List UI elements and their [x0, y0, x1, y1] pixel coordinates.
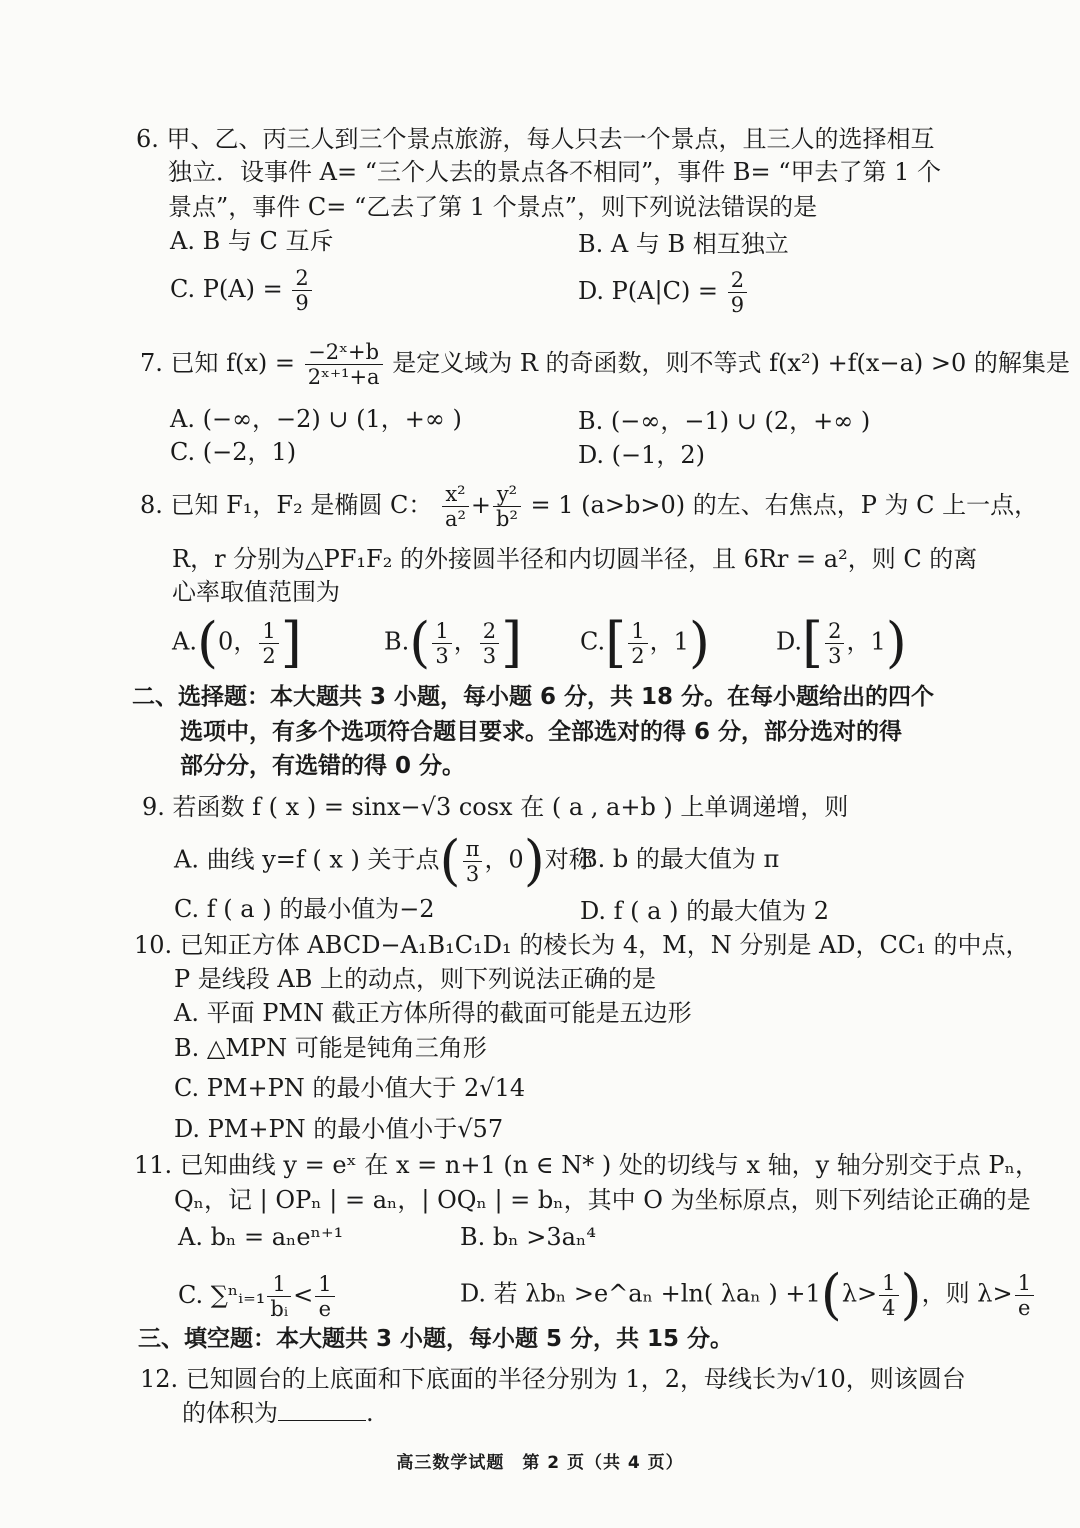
- q6-option-c: [170, 266, 314, 315]
- q8-c-label: C.: [580, 627, 606, 656]
- q8-option-d: D.[ $\frac{2}{3}$ ，1): [776, 611, 907, 674]
- q9-a-suffix: 对称: [544, 845, 593, 874]
- q11-c-num1: 1: [267, 1272, 291, 1297]
- q11-option-b: B. bₙ >3aₙ⁴: [460, 1223, 596, 1251]
- q6-stem-line3: 景点”，事件 C= “乙去了第 1 个景点”，则下列说法错误的是: [168, 193, 818, 221]
- q8-suffix: = 1 (a>b>0) 的左、右焦点，P 为 C 上一点，: [530, 491, 1039, 519]
- q6-stem-line2: 独立．设事件 A= “三个人去的景点各不相同”，事件 B= “甲去了第 1 个: [168, 158, 942, 186]
- q8-y2: y²: [493, 482, 521, 507]
- section2-heading-line3: 部分分，有选错的得 0 分。: [180, 753, 466, 779]
- q11-c-den2: e: [318, 1297, 332, 1321]
- q6-option-c-prefix: C. P(A) =: [170, 275, 283, 303]
- q10-option-a: A. 平面 PMN 截正方体所得的截面可能是五边形: [174, 999, 692, 1027]
- q8-fraction-y: [493, 482, 521, 531]
- q6-d-numerator: 2: [728, 268, 747, 293]
- q9-stem: 9. 若函数 f ( x ) = sinx−√3 cosx 在 ( a , a+b ) 上单调递增，则: [142, 793, 849, 821]
- q8-x2: x²: [442, 482, 469, 507]
- q8-option-c: C.[ $\frac{1}{2}$ ，1): [580, 611, 710, 674]
- q12-stem-line2: [182, 1398, 374, 1428]
- q11-c-den1: bᵢ: [270, 1297, 289, 1321]
- q8-a-den: 2: [262, 643, 276, 668]
- q10-stem-line2: P 是线段 AB 上的动点，则下列说法正确的是: [174, 965, 657, 993]
- q11-d-prefix: D. 若 λbₙ >e^aₙ +ln( λaₙ ) +1: [460, 1279, 821, 1308]
- section2-heading-line2: 选项中，有多个选项符合题目要求。全部选对的得 6 分，部分选对的得: [180, 719, 903, 745]
- q8-a-num: 1: [259, 619, 278, 644]
- q11-c-lt: <: [293, 1281, 314, 1309]
- q7-prefix: 7. 已知 f(x) =: [140, 349, 296, 377]
- q11-d-den: 4: [882, 1295, 896, 1320]
- q12-stem-line1: 12. 已知圆台的上底面和下底面的半径分别为 1，2，母线长为√10，则该圆台: [140, 1365, 966, 1393]
- q8-a-label: A.: [172, 627, 197, 656]
- q8-c-num: 1: [628, 619, 647, 644]
- q11-d-lambda: λ>: [841, 1279, 878, 1308]
- q9-option-d: D. f ( a ) 的最大值为 2: [580, 897, 829, 925]
- q8-c-den: 2: [631, 643, 645, 668]
- q7-numerator: −2ˣ+b: [305, 340, 383, 365]
- q12-prefix: 的体积为: [182, 1399, 278, 1427]
- q9-a-num: π: [463, 837, 483, 862]
- q7-fraction: [305, 340, 383, 389]
- q7-option-b: B. (−∞，−1) ∪ (2，+∞ ): [578, 407, 871, 435]
- q8-plus: +: [470, 491, 492, 519]
- q6-option-d-prefix: D. P(A|C) =: [578, 277, 719, 305]
- q8-option-b: B.( $\frac{1}{3}$ ， $\frac{2}{3}$ ]: [384, 611, 523, 674]
- q6-d-denominator: 9: [730, 293, 745, 317]
- q11-c-sum: C. ∑ⁿᵢ₌₁: [178, 1281, 266, 1309]
- q6-c-numerator: 2: [292, 266, 311, 291]
- q8-prefix: 8. 已知 F₁，F₂ 是椭圆 C：: [140, 491, 433, 519]
- q8-fraction-x: [442, 482, 469, 531]
- q11-d-num2: 1: [1015, 1271, 1034, 1296]
- q9-option-b: B. b 的最大值为 π: [580, 845, 780, 873]
- q6-stem-line1: 6. 甲、乙、丙三人到三个景点旅游，每人只去一个景点，且三人的选择相互: [136, 125, 935, 153]
- q7-stem: [140, 340, 1070, 389]
- q8-b-num2: 2: [480, 619, 499, 644]
- answer-blank[interactable]: [278, 1398, 366, 1421]
- q7-denominator: 2ˣ⁺¹+a: [307, 365, 380, 389]
- q8-b-label: B.: [384, 627, 410, 656]
- q8-stem-line2: R，r 分别为△PF₁F₂ 的外接圆半径和内切圆半径，且 6Rr = a²，则 C 的离: [172, 545, 978, 573]
- q9-option-c: C. f ( a ) 的最小值为−2: [174, 895, 435, 923]
- q6-option-d: [578, 268, 749, 317]
- q9-option-a: A. 曲线 y=f ( x ) 关于点( $\frac{\pi}{3}$ ，0)对称: [174, 829, 593, 892]
- q10-option-c: C. PM+PN 的最小值大于 2√14: [174, 1074, 526, 1102]
- q8-b-den1: 3: [435, 643, 449, 668]
- page-footer: 高三数学试题 第 2 页（共 4 页）: [396, 1453, 684, 1473]
- q8-d-right: ，1: [846, 627, 886, 656]
- q7-option-a: A. (−∞，−2) ∪ (1，+∞ ): [170, 405, 462, 433]
- section2-heading-line1: 二、选择题：本大题共 3 小题，每小题 6 分，共 18 分。在每小题给出的四个: [132, 684, 935, 710]
- q7-option-c: C. (−2，1): [170, 438, 297, 466]
- q8-d-den: 3: [828, 643, 842, 668]
- q8-b-comma: ，: [453, 627, 478, 656]
- q11-stem-line1: 11. 已知曲线 y = eˣ 在 x = n+1 (n ∈ N* ) 处的切线与 x 轴，y 轴分别交于点 Pₙ，: [134, 1151, 1039, 1179]
- q11-option-d: D. 若 λbₙ >e^aₙ +ln( λaₙ ) +1(λ> $\frac{1}{4}$ )，则 λ> $\frac{1}{e}$: [460, 1268, 1036, 1322]
- q6-c-denominator: 9: [295, 291, 309, 315]
- q8-stem-line1: [140, 482, 1038, 531]
- q6-option-c-fraction: [292, 266, 311, 315]
- q8-b-den2: 3: [482, 643, 497, 668]
- q8-option-a: A.(0， $\frac{1}{2}$ ]: [172, 611, 302, 674]
- q10-stem-line1: 10. 已知正方体 ABCD−A₁B₁C₁D₁ 的棱长为 4，M，N 分别是 AD，CC₁ 的中点，: [134, 931, 1030, 959]
- q11-d-mid: ，则 λ>: [921, 1279, 1013, 1308]
- q6-option-d-fraction: [728, 268, 747, 317]
- q11-stem-line2: Qₙ，记 | OPₙ | = aₙ，| OQₙ | = bₙ，其中 O 为坐标原点，则下列结论正确的是: [174, 1186, 1031, 1214]
- q6-option-a: A. B 与 C 互斥: [170, 227, 334, 255]
- q11-option-c: [178, 1272, 337, 1321]
- q11-d-num: 1: [879, 1271, 898, 1296]
- q12-period: .: [366, 1399, 374, 1427]
- q9-a-mid: ，0: [484, 845, 524, 874]
- q8-c-right: ，1: [649, 627, 689, 656]
- q8-d-num: 2: [825, 619, 844, 644]
- q7-suffix: 是定义域为 R 的奇函数，则不等式 f(x²) +f(x−a) >0 的解集是: [392, 349, 1070, 377]
- q7-option-d: D. (−1，2): [578, 441, 706, 469]
- q11-c-num2: 1: [315, 1272, 334, 1297]
- q11-option-a: A. bₙ = aₙeⁿ⁺¹: [178, 1223, 344, 1251]
- section3-heading: 三、填空题：本大题共 3 小题，每小题 5 分，共 15 分。: [138, 1326, 734, 1352]
- q8-d-label: D.: [776, 627, 803, 656]
- q10-option-b: B. △MPN 可能是钝角三角形: [174, 1034, 487, 1062]
- q8-b2: b²: [496, 507, 518, 531]
- q8-stem-line3: 心率取值范围为: [172, 578, 340, 606]
- q11-d-den2: e: [1018, 1295, 1031, 1320]
- q6-option-b: B. A 与 B 相互独立: [578, 230, 789, 258]
- q10-option-d: D. PM+PN 的最小值小于√57: [174, 1115, 504, 1143]
- q8-a-left: 0，: [218, 627, 258, 656]
- q8-a2: a²: [444, 507, 466, 531]
- q9-a-prefix: A. 曲线 y=f ( x ) 关于点: [174, 845, 440, 874]
- q8-b-num1: 1: [432, 619, 451, 644]
- q9-a-den: 3: [465, 861, 480, 886]
